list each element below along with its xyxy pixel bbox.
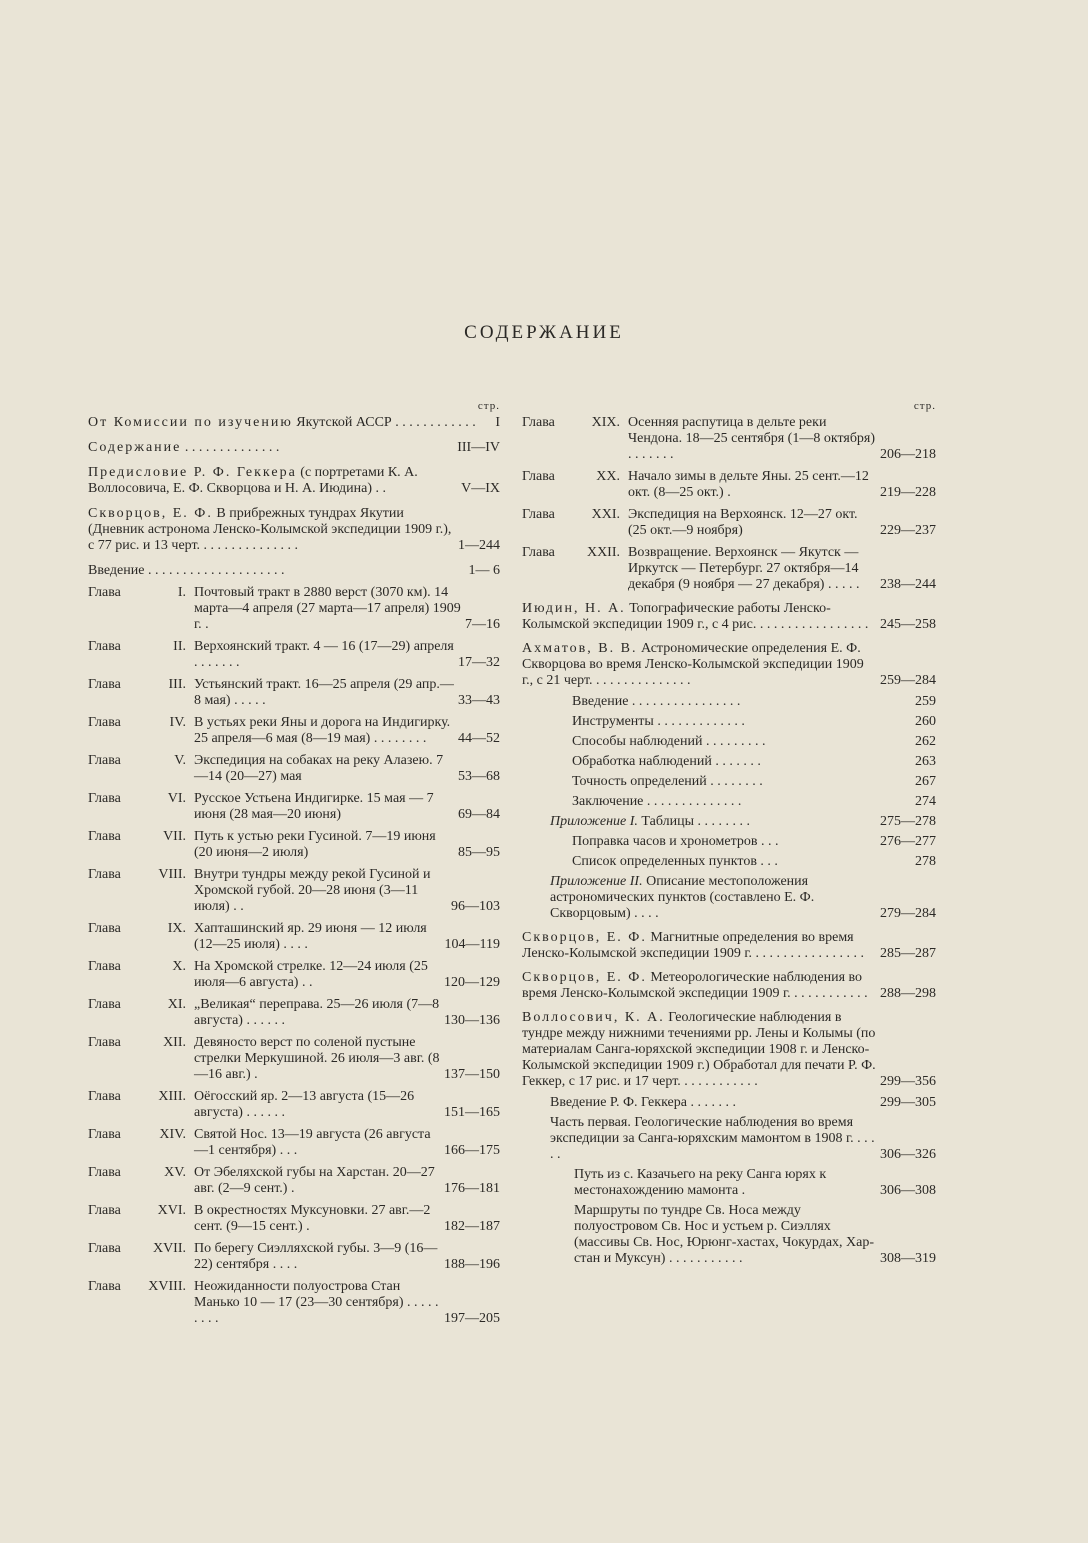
chapter-entry[interactable] [88, 867, 500, 915]
chapter-title: От Эбеляхской губы на Харстан. 20—27 авг. (2—9 сент.) . [194, 1165, 435, 1196]
toc-entry[interactable] [522, 1010, 936, 1090]
chapter-pages: 85—95 [458, 845, 500, 860]
subentry-pages: 263 [915, 754, 936, 769]
chapter-title: Экспедиция на собаках на реку Алазею. 7—14 (20—27) мая [194, 753, 444, 784]
subentry-pages: 308—319 [880, 1251, 936, 1266]
toc-subentry[interactable] [522, 774, 936, 790]
chapter-entry[interactable] [88, 959, 500, 991]
entry-author: Введение [88, 563, 145, 578]
subentry-title: Обработка наблюдений . . . . . . . [572, 754, 761, 769]
chapter-title: Возвращение. Верхоянск — Якутск — Иркутск — Петербург. 27 октября—14 декабря (9 ноября — 27 декабря) . . . . . [628, 545, 860, 592]
chapter-title: Внутри тундры между рекой Гусиной и Хромской губой. 20—28 июня (3—11 июля) . . [194, 867, 431, 914]
chapter-pages: 104—119 [444, 937, 500, 952]
toc-entry[interactable] [522, 970, 936, 1002]
toc-entry[interactable] [88, 465, 500, 497]
toc-appendix[interactable] [522, 874, 936, 922]
chapter-title: Верхоянский тракт. 4 — 16 (17—29) апреля . . . . . . . [194, 639, 454, 670]
chapter-label: Глава [88, 1165, 121, 1180]
subentry-pages: 278 [915, 854, 936, 869]
entry-author: Скворцов, Е. Ф. [522, 970, 647, 985]
toc-entry[interactable] [88, 415, 500, 431]
chapter-title: Устьянский тракт. 16—25 апреля (29 апр.—8 мая) . . . . . [194, 677, 454, 708]
entry-pages: 259—284 [880, 673, 936, 688]
chapter-entry[interactable] [88, 829, 500, 861]
chapter-pages: 188—196 [444, 1257, 500, 1272]
toc-subentry[interactable] [522, 1095, 936, 1111]
subentry-pages: 299—305 [880, 1095, 936, 1110]
chapter-number: XIX. [591, 415, 620, 430]
chapter-title: На Хромской стрелке. 12—24 июля (25 июля—6 августа) . . [194, 959, 428, 990]
entry-author: Предисловие Р. Ф. Геккера [88, 465, 297, 480]
chapter-number: IX. [167, 921, 186, 936]
chapter-label: Глава [88, 1279, 121, 1294]
chapter-label: Глава [88, 791, 121, 806]
chapter-entry[interactable] [88, 1035, 500, 1083]
chapter-entry[interactable] [88, 639, 500, 671]
chapter-label: Глава [88, 1127, 121, 1142]
chapter-label: Глава [88, 997, 121, 1012]
entry-author: Ахматов, В. В. [522, 641, 638, 656]
toc-subentry[interactable] [522, 1203, 936, 1267]
subentry-title: Часть первая. Геологические наблюдения во время экспедиции за Санга-юряхским мамонтом в 1908 г. . . . . . [550, 1115, 875, 1162]
subentry-title: Маршруты по тундре Св. Носа между полуостровом Св. Нос и устьем р. Сиэллях (массивы Св. Нос, Юрюнг-хастах, Чокурдах, Хар-стан и Муксун) . . . . . . . . . . . [574, 1203, 875, 1266]
chapter-pages: 137—150 [444, 1067, 500, 1082]
toc-right-column [522, 400, 936, 1271]
entry-author: Скворцов, Е. Ф. [88, 506, 213, 521]
chapter-title: Почтовый тракт в 2880 верст (3070 км). 14 марта—4 апреля (27 марта—17 апреля) 1909 г. . [194, 585, 461, 632]
entry-author: Содержание [88, 440, 182, 455]
page-column-label: стр. [913, 400, 936, 412]
chapter-pages: 197—205 [444, 1311, 500, 1326]
toc-subentry[interactable] [522, 1167, 936, 1199]
chapter-pages: 69—84 [458, 807, 500, 822]
chapter-title: Девяносто верст по соленой пустыне стрелки Меркушиной. 26 июля—3 авг. (8—16 авг.) . [194, 1035, 440, 1082]
subentry-pages: 274 [915, 794, 936, 809]
chapter-entry[interactable] [522, 545, 936, 593]
subentry-title: Путь из с. Казачьего на реку Санга юрях к местонахождению мамонта . [574, 1167, 827, 1198]
chapter-title: Путь к устью реки Гусиной. 7—19 июня (20 июня—2 июля) [194, 829, 436, 860]
chapter-entry[interactable] [88, 1089, 500, 1121]
chapter-number: XXII. [586, 545, 620, 560]
chapter-entry[interactable] [522, 507, 936, 539]
chapter-pages: 130—136 [444, 1013, 500, 1028]
chapter-entry[interactable] [88, 791, 500, 823]
subentry-title: Заключение . . . . . . . . . . . . . . [572, 794, 742, 809]
chapter-label: Глава [88, 867, 121, 882]
chapter-title: „Великая“ переправа. 25—26 июля (7—8 августа) . . . . . . [194, 997, 440, 1028]
chapter-number: XX. [596, 469, 620, 484]
chapter-pages: 238—244 [880, 577, 936, 592]
chapter-pages: 182—187 [444, 1219, 500, 1234]
chapter-number: XII. [163, 1035, 186, 1050]
entry-text: Якутской АССР . . . . . . . . . . . . [296, 415, 476, 430]
chapter-number: XIV. [159, 1127, 186, 1142]
entry-text: (с портретами К. А. Воллосовича, Е. Ф. Скворцова и Н. А. Июдина) . . [88, 465, 418, 496]
entry-text: . . . . . . . . . . . . . . . . . . . . [147, 563, 285, 578]
entry-text: Топографические работы Ленско-Колымской экспедиции 1909 г., с 4 рис. . . . . . . . . . . . . . . . . [522, 601, 869, 632]
toc-subentry[interactable] [522, 734, 936, 750]
chapter-title: Начало зимы в дельте Яны. 25 сент.—12 окт. (8—25 окт.) . [628, 469, 869, 500]
chapter-label: Глава [88, 1089, 121, 1104]
chapter-title: Осенняя распутица в дельте реки Чендона. 18—25 сентября (1—8 октября) . . . . . . . [628, 415, 876, 462]
entry-pages: 299—356 [880, 1074, 936, 1089]
chapter-label: Глава [522, 507, 555, 522]
chapter-entry[interactable] [88, 677, 500, 709]
chapter-label: Глава [522, 415, 555, 430]
toc-subentry[interactable] [522, 794, 936, 810]
toc-entry[interactable] [522, 601, 936, 633]
subentry-pages: 306—326 [880, 1147, 936, 1162]
entry-pages: III—IV [457, 440, 500, 455]
entry-text: Астрономические определения Е. Ф. Скворцова во время Ленско-Колымской экспедиции 1909 г., с 21 черт. . . . . . . . . . . . . . . [522, 641, 864, 688]
subentry-title: Инструменты . . . . . . . . . . . . . [572, 714, 745, 729]
chapter-pages: 229—237 [880, 523, 936, 538]
chapter-pages: 17—32 [458, 655, 500, 670]
chapter-title: Экспедиция на Верхоянск. 12—27 окт. (25 окт.—9 ноября) [628, 507, 858, 538]
subentry-title: Точность определений . . . . . . . . [572, 774, 763, 789]
toc-subentry[interactable] [522, 694, 936, 710]
entry-pages: 1—244 [458, 538, 500, 553]
chapter-entry[interactable] [522, 415, 936, 463]
chapter-pages: 53—68 [458, 769, 500, 784]
entry-author: Воллосович, К. А. [522, 1010, 665, 1025]
subentry-title: Введение . . . . . . . . . . . . . . . . [572, 694, 741, 709]
entry-text: В прибрежных тундрах Якутии (Дневник астронома Ленско-Колымской экспедиции 1909 г.), с 77 рис. и 13 черт. . . . . . . . . . . . . . . [88, 506, 452, 553]
entry-author: От Комиссии по изучению [88, 415, 293, 430]
entry-author: Скворцов, Е. Ф. [522, 930, 647, 945]
entry-text: . . . . . . . . . . . . . . [184, 440, 280, 455]
chapter-number: VII. [163, 829, 186, 844]
chapter-pages: 151—165 [444, 1105, 500, 1120]
chapter-label: Глава [88, 1241, 121, 1256]
chapter-title: Хапташинский яр. 29 июня — 12 июля (12—25 июля) . . . . [194, 921, 427, 952]
chapter-title: Русское Устьена Индигирке. 15 мая — 7 июня (28 мая—20 июня) [194, 791, 434, 822]
chapter-entry[interactable] [88, 1241, 500, 1273]
chapter-number: XV. [164, 1165, 186, 1180]
toc-entry[interactable] [88, 440, 500, 456]
chapter-title: Святой Нос. 13—19 августа (26 августа—1 сентября) . . . [194, 1127, 431, 1158]
subentry-pages: 262 [915, 734, 936, 749]
subentry-title: Введение Р. Ф. Геккера . . . . . . . [550, 1095, 736, 1110]
chapter-label: Глава [88, 639, 121, 654]
subentry-title: Список определенных пунктов . . . [572, 854, 778, 869]
page-title: СОДЕРЖАНИЕ [464, 322, 624, 343]
chapter-pages: 206—218 [880, 447, 936, 462]
toc-appendix[interactable] [522, 814, 936, 830]
chapter-label: Глава [88, 677, 121, 692]
chapter-label: Глава [522, 545, 555, 560]
chapter-number: I. [177, 585, 186, 600]
chapter-pages: 33—43 [458, 693, 500, 708]
toc-entry[interactable] [522, 641, 936, 689]
chapter-number: II. [173, 639, 186, 654]
chapter-pages: 219—228 [880, 485, 936, 500]
chapter-number: XXI. [591, 507, 620, 522]
chapter-pages: 44—52 [458, 731, 500, 746]
chapter-pages: 96—103 [451, 899, 500, 914]
entry-pages: 1— 6 [468, 563, 500, 578]
entry-text: Магнитные определения во время Ленско-Колымской экспедиции 1909 г. . . . . . . . . . . . . . . . . [522, 930, 865, 961]
chapter-number: V. [174, 753, 186, 768]
chapter-title: В окрестностях Муксуновки. 27 авг.—2 сент. (9—15 сент.) . [194, 1203, 431, 1234]
chapter-entry[interactable] [88, 1279, 500, 1327]
toc-subentry[interactable] [522, 754, 936, 770]
appendix-pages: 279—284 [880, 906, 936, 921]
entry-text: Геологические наблюдения в тундре между нижними течениями рр. Лены и Колымы (по материалам Санга-юряхской экспедиции 1908 г. и Ленско-Колымской экспедиции 1909 г.) Обработал для печати Р. Ф. Геккер, с 17 рис. и 17 черт. . . . . . . . . . . . [522, 1010, 876, 1089]
chapter-number: III. [168, 677, 186, 692]
chapter-pages: 176—181 [444, 1181, 500, 1196]
chapter-number: XVIII. [148, 1279, 186, 1294]
chapter-label: Глава [88, 1203, 121, 1218]
chapter-label: Глава [88, 829, 121, 844]
chapter-entry[interactable] [522, 469, 936, 501]
entry-pages: 285—287 [880, 946, 936, 961]
chapter-entry[interactable] [88, 1165, 500, 1197]
chapter-number: IV. [169, 715, 186, 730]
entry-author: Июдин, Н. А. [522, 601, 626, 616]
entry-pages: 245—258 [880, 617, 936, 632]
appendix-label: Приложение I. [550, 814, 638, 829]
chapter-label: Глава [88, 753, 121, 768]
chapter-entry[interactable] [88, 921, 500, 953]
subentry-pages: 259 [915, 694, 936, 709]
subentry-title: Поправка часов и хронометров . . . [572, 834, 779, 849]
toc-subentry[interactable] [522, 834, 936, 850]
toc-entry[interactable] [88, 506, 500, 554]
appendix-title: Таблицы . . . . . . . . [641, 814, 750, 829]
toc-entry[interactable] [88, 563, 500, 579]
chapter-number: VI. [167, 791, 186, 806]
chapter-label: Глава [522, 469, 555, 484]
toc-subentry[interactable] [522, 854, 936, 870]
appendix-pages: 275—278 [880, 814, 936, 829]
chapter-label: Глава [88, 921, 121, 936]
chapter-number: XIII. [158, 1089, 186, 1104]
entry-pages: I [495, 415, 500, 430]
appendix-label: Приложение II. [550, 874, 643, 889]
chapter-label: Глава [88, 1035, 121, 1050]
chapter-number: XVI. [157, 1203, 186, 1218]
appendix-title: Описание местоположения астрономических пунктов (составлено Е. Ф. Скворцовым) . . . . [550, 874, 815, 921]
subentry-pages: 260 [915, 714, 936, 729]
chapter-number: X. [172, 959, 186, 974]
chapter-entry[interactable] [88, 1127, 500, 1159]
chapter-title: Оёгосский яр. 2—13 августа (15—26 августа) . . . . . . [194, 1089, 415, 1120]
chapter-number: XI. [167, 997, 186, 1012]
subentry-pages: 267 [915, 774, 936, 789]
chapter-entry[interactable] [88, 585, 500, 633]
subentry-pages: 306—308 [880, 1183, 936, 1198]
toc-entry[interactable] [522, 930, 936, 962]
chapter-pages: 7—16 [465, 617, 500, 632]
chapter-entry[interactable] [88, 753, 500, 785]
chapter-label: Глава [88, 715, 121, 730]
page-column-label: стр. [477, 400, 500, 412]
entry-pages: V—IX [461, 481, 500, 496]
chapter-pages: 166—175 [444, 1143, 500, 1158]
chapter-label: Глава [88, 585, 121, 600]
toc-subentry[interactable] [522, 1115, 936, 1163]
subentry-pages: 276—277 [880, 834, 936, 849]
chapter-pages: 120—129 [444, 975, 500, 990]
chapter-title: В устьях реки Яны и дорога на Индигирку. 25 апреля—6 мая (8—19 мая) . . . . . . . . [194, 715, 451, 746]
toc-subentry[interactable] [522, 714, 936, 730]
chapter-entry[interactable] [88, 1203, 500, 1235]
chapter-number: XVII. [152, 1241, 186, 1256]
chapter-label: Глава [88, 959, 121, 974]
chapter-title: Неожиданности полуострова Стан Манько 10 — 17 (23—30 сентября) . . . . . . . . . [194, 1279, 439, 1326]
toc-left-column [88, 400, 500, 1333]
entry-pages: 288—298 [880, 986, 936, 1001]
chapter-entry[interactable] [88, 997, 500, 1029]
chapter-entry[interactable] [88, 715, 500, 747]
entry-text: Метеорологические наблюдения во время Ленско-Колымской экспедиции 1909 г. . . . . . . . . . . . [522, 970, 868, 1001]
subentry-title: Способы наблюдений . . . . . . . . . [572, 734, 766, 749]
chapter-number: VIII. [158, 867, 186, 882]
chapter-title: По берегу Сиэлляхской губы. 3—9 (16—22) сентября . . . . [194, 1241, 438, 1272]
